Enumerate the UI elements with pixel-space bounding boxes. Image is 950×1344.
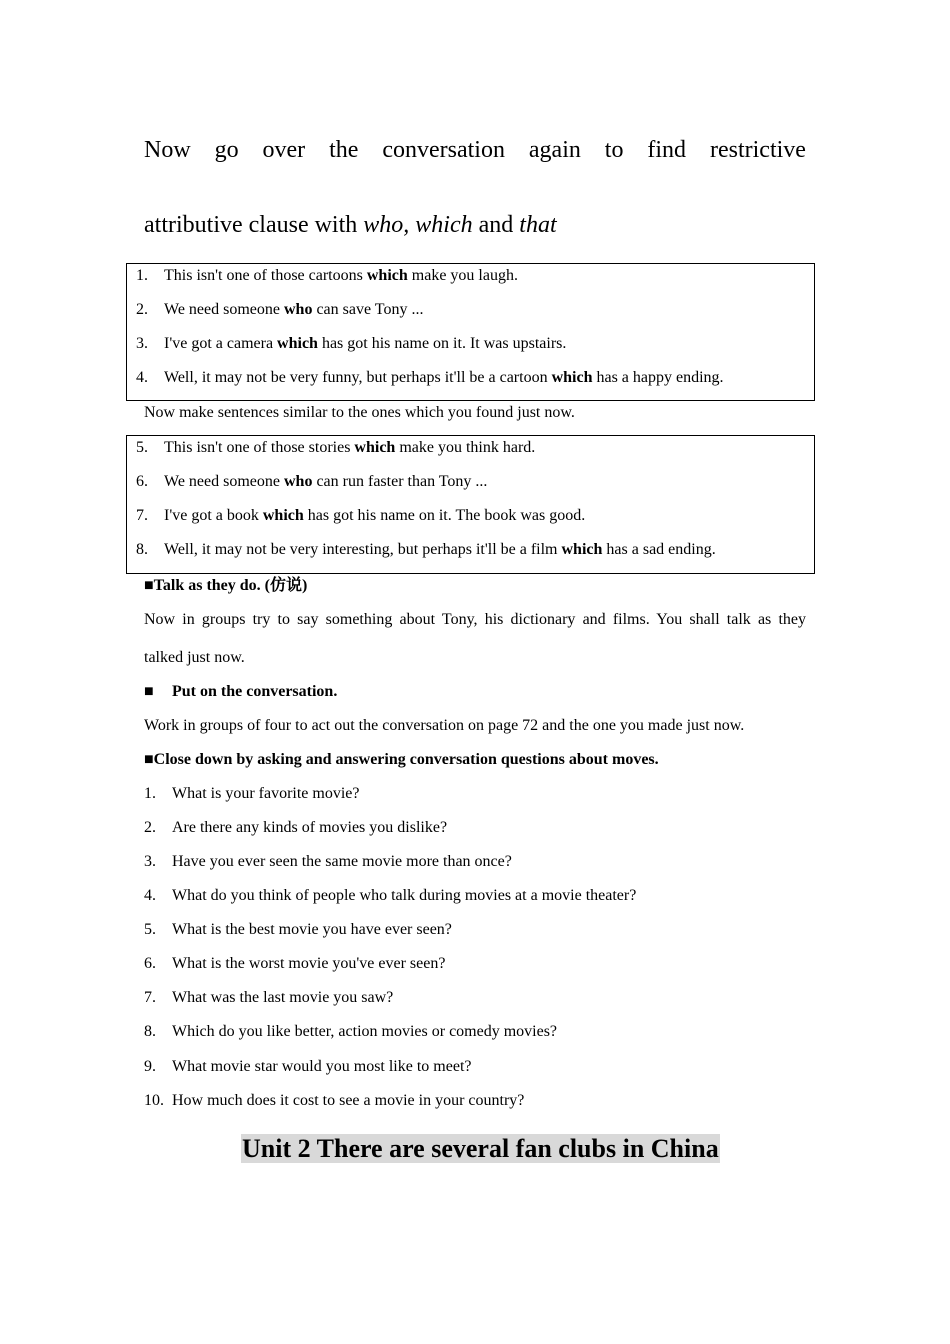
intro-word: again xyxy=(528,137,581,163)
intro-who: who, xyxy=(363,212,410,238)
bullet-icon: ■ xyxy=(144,683,154,700)
talk-heading: ■Talk as they do. (仿说) xyxy=(144,577,308,594)
example-sentence: This isn't one of those cartoons which make you laugh. xyxy=(164,267,518,284)
intro-word: restrictive xyxy=(709,137,806,163)
item-number: 4. xyxy=(136,369,148,386)
question-number: 4. xyxy=(144,887,156,904)
example-sentence: Well, it may not be very funny, but perhaps it'll be a cartoon which has a happy ending. xyxy=(164,369,724,386)
intro-prefix: attributive clause with xyxy=(144,212,364,238)
put-on-text: Work in groups of four to act out the conversation on page 72 and the one you made just now. xyxy=(144,717,745,734)
intro-line-1 xyxy=(144,135,806,165)
question-number: 10. xyxy=(144,1092,164,1109)
item-number: 6. xyxy=(136,473,148,490)
intro-and: and xyxy=(472,212,520,238)
example-sentence: We need someone who can run faster than Tony ... xyxy=(164,473,488,490)
question-number: 8. xyxy=(144,1023,156,1040)
intro-word: find xyxy=(647,137,687,163)
question-text: What was the last movie you saw? xyxy=(172,989,394,1006)
question-text: What do you think of people who talk during movies at a movie theater? xyxy=(172,887,637,904)
question-number: 5. xyxy=(144,921,156,938)
item-number: 8. xyxy=(136,541,148,558)
intro-word: go xyxy=(214,137,239,163)
question-text: What is your favorite movie? xyxy=(172,785,360,802)
question-number: 6. xyxy=(144,955,156,972)
item-number: 5. xyxy=(136,439,148,456)
intro-word: the xyxy=(329,137,359,163)
item-number: 3. xyxy=(136,335,148,352)
question-text: Are there any kinds of movies you dislike? xyxy=(172,819,448,836)
put-on-heading: Put on the conversation. xyxy=(172,683,338,700)
question-number: 2. xyxy=(144,819,156,836)
example-sentence: I've got a camera which has got his name on it. It was upstairs. xyxy=(164,335,567,352)
question-text: Have you ever seen the same movie more than once? xyxy=(172,853,512,870)
question-text: How much does it cost to see a movie in your country? xyxy=(172,1092,525,1109)
question-number: 9. xyxy=(144,1058,156,1075)
example-sentence: This isn't one of those stories which make you think hard. xyxy=(164,439,536,456)
talk-text-line-2: talked just now. xyxy=(144,649,245,666)
item-number: 2. xyxy=(136,301,148,318)
unit-title: Unit 2 There are several fan clubs in China xyxy=(242,1134,719,1163)
question-text: What is the worst movie you've ever seen? xyxy=(172,955,446,972)
question-number: 3. xyxy=(144,853,156,870)
intro-that: that xyxy=(519,212,557,238)
talk-text-line-1: Now in groups try to say something about Tony, his dictionary and films. You shall talk as they xyxy=(144,611,806,628)
intro-word: conversation xyxy=(382,137,505,163)
example-sentence: We need someone who can save Tony ... xyxy=(164,301,424,318)
close-down-heading: ■Close down by asking and answering conversation questions about moves. xyxy=(144,751,659,768)
item-number: 1. xyxy=(136,267,148,284)
example-sentence: Well, it may not be very interesting, but perhaps it'll be a film which has a sad ending. xyxy=(164,541,716,558)
intro-word: to xyxy=(604,137,624,163)
question-number: 7. xyxy=(144,989,156,1006)
example-sentence: I've got a book which has got his name on it. The book was good. xyxy=(164,507,586,524)
question-number: 1. xyxy=(144,785,156,802)
intro-word: Now xyxy=(144,137,191,163)
item-number: 7. xyxy=(136,507,148,524)
intro-which: which xyxy=(415,212,473,238)
question-text: What movie star would you most like to meet? xyxy=(172,1058,472,1075)
make-sentences-instruction: Now make sentences similar to the ones which you found just now. xyxy=(144,404,575,421)
intro-word: over xyxy=(262,137,306,163)
question-text: Which do you like better, action movies or comedy movies? xyxy=(172,1023,558,1040)
intro-line-2 xyxy=(144,210,806,240)
question-text: What is the best movie you have ever seen? xyxy=(172,921,452,938)
